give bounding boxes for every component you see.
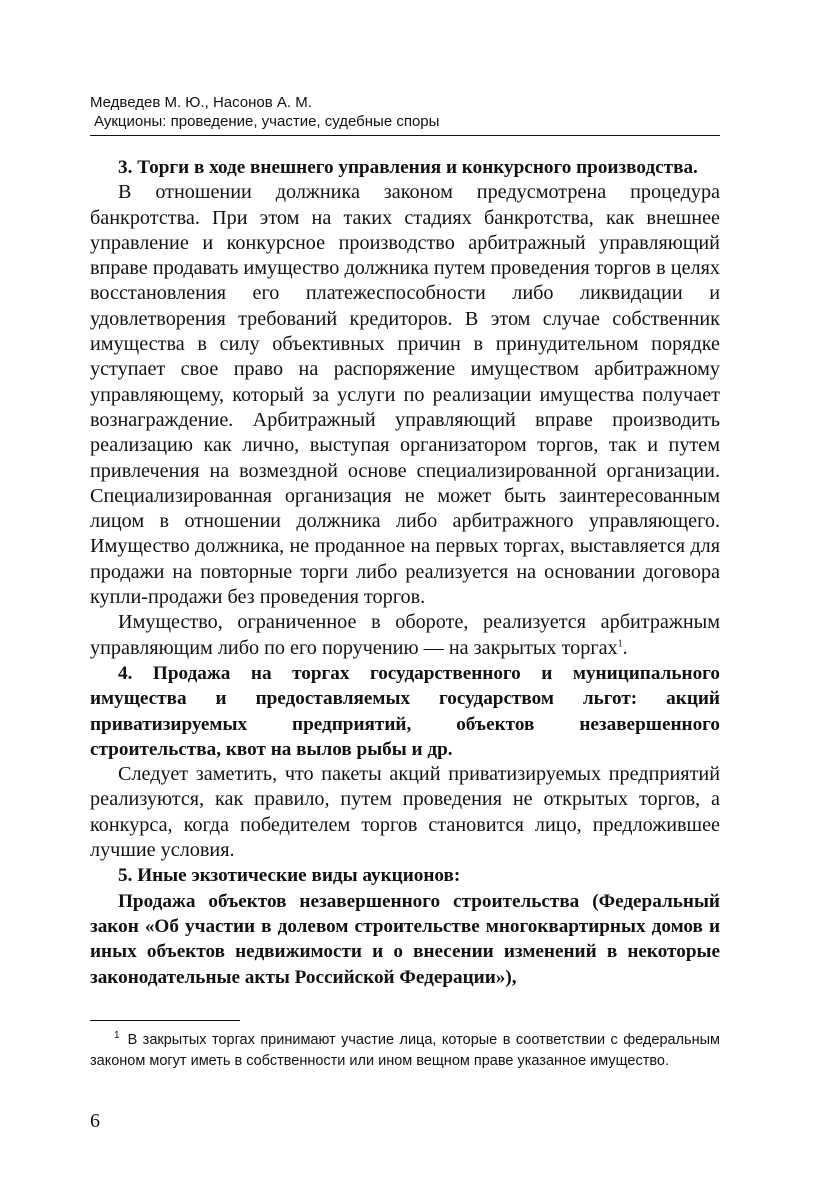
footnote-text: В закрытых торгах принимают участие лица, которые в соответствии с федеральным законом могут иметь в собственности или ином вещном праве указанное имущество. <box>90 1032 720 1069</box>
section-heading-5: 5. Иные экзотические виды аукционов: <box>118 865 461 887</box>
running-header <box>90 93 720 131</box>
footnote-reference: 1 <box>617 637 623 649</box>
footnote-mark: 1 <box>114 1030 120 1042</box>
header-authors: Медведев М. Ю., Насонов А. М. <box>90 94 312 111</box>
footnote-paragraph <box>90 1030 720 1071</box>
footnote <box>90 1030 720 1071</box>
footnote-rule <box>90 1020 240 1021</box>
paragraph <box>90 610 720 661</box>
section-heading-3: 3. Торги в ходе внешнего управления и конкурсного производства. <box>118 157 698 178</box>
paragraph-end: . <box>622 636 628 659</box>
paragraph-text: Имущество, ограниченное в обороте, реализуется арбитражным управляющим либо по его поручению — на закрытых торгах <box>90 611 720 659</box>
header-book-title: Аукционы: проведение, участие, судебные споры <box>94 113 440 130</box>
bold-paragraph: Продажа объектов незавершенного строительства (Федеральный закон «Об участии в долевом строительстве многоквартирных домов и иных объектов недвижимости и о внесении изменений в некоторые законодательные акты Российской Федерации»), <box>90 890 720 988</box>
paragraph: В отношении должника законом предусмотрена процедура банкротства. При этом на таких стадиях банкротства, как внешнее управление и конкурсное производство арбитражный управляющий вправе продавать имущество должника путем проведения торгов в целях восстановления его платежеспособности либо ликвидации и удовлетворения требований кредиторов. В этом случае собственник имущества в силу объективных причин в принудительном порядке уступает свое право на распоряжение имуществом арбитражному управляющему, который за услуги по реализации имущества получает вознаграждение. Арбитражный управляющий вправе производить реализацию как лично, выступая организатором торгов, так и путем привлечения на возмездной основе специализированной организации. Специализированная организация не может быть заинтересованным лицом в отношении должника либо арбитражного управляющего. Имущество должника, не проданное на первых торгах, выставляется для продажи на повторные торги либо реализуется на основании договора купли-продажи без проведения торгов. <box>90 181 720 609</box>
page-number: 6 <box>90 1110 100 1132</box>
header-rule <box>90 135 720 136</box>
section-heading-4: 4. Продажа на торгах государственного и муниципального имущества и предоставляемых государством льгот: акций приватизируемых предприятий, объектов незавершенного строительства, квот на вылов рыбы и др. <box>90 662 720 760</box>
paragraph: Следует заметить, что пакеты акций приватизируемых предприятий реализуются, как правило, путем проведения не открытых торгов, а конкурса, когда победителем торгов становится лицо, предложившее лучшие условия. <box>90 763 720 862</box>
main-text <box>90 155 720 990</box>
